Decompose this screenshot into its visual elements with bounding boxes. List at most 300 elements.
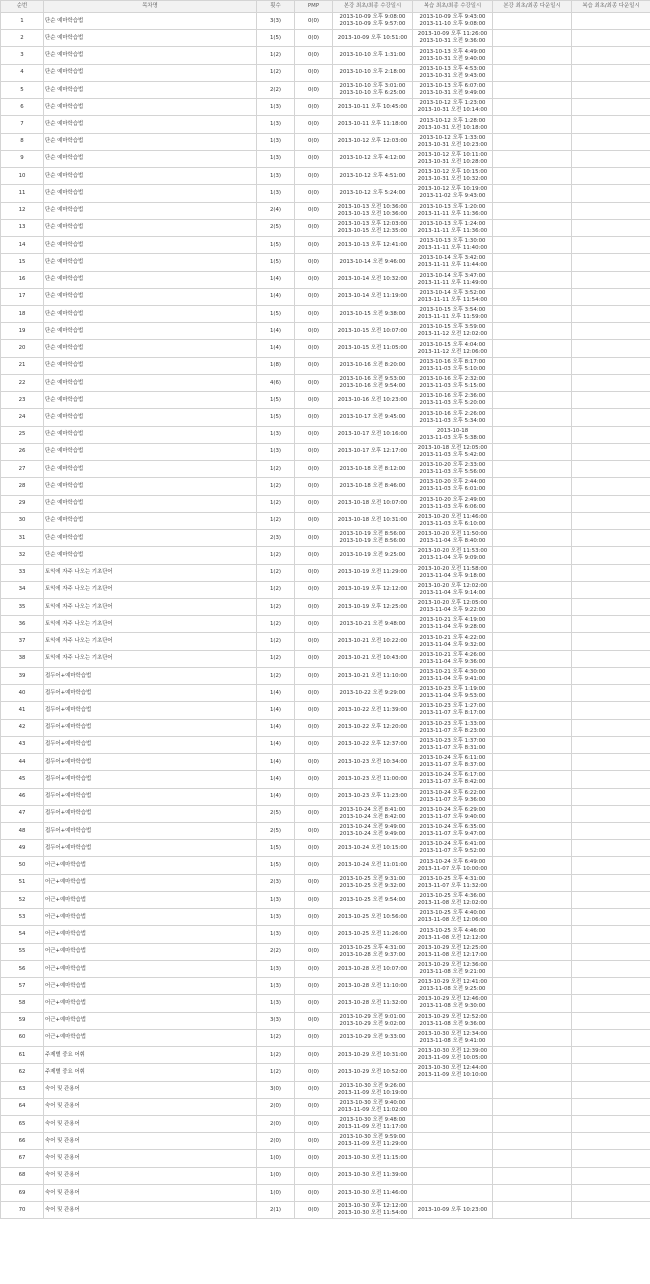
row-title: 단순 예마학습법 [44, 133, 257, 150]
table-row [1, 409, 650, 426]
row-count: 4(6) [257, 374, 295, 391]
table-row [1, 495, 650, 512]
row-title: 토익에 자주 나오는 기초단어 [44, 598, 257, 615]
row-lecture-download [493, 633, 572, 650]
row-title: 단순 예마학습법 [44, 81, 257, 98]
table-row [1, 598, 650, 615]
table-row [1, 323, 650, 340]
datetime-line: 2013-10-16 오전 8:20:00 [339, 362, 406, 369]
row-lecture-download [493, 978, 572, 995]
row-review-download [572, 1012, 650, 1029]
row-pmp: 0(0) [295, 771, 333, 788]
row-lecture-view [333, 478, 413, 495]
row-pmp: 0(0) [295, 237, 333, 254]
row-review-view [413, 736, 493, 753]
row-count: 1(3) [257, 891, 295, 908]
row-lecture-view [333, 926, 413, 943]
row-number: 17 [1, 288, 44, 305]
row-count: 1(3) [257, 995, 295, 1012]
datetime-line: 2013-10-16 오후 2:36:00 [419, 393, 486, 400]
datetime-line: 2013-10-20 오후 12:02:00 [417, 582, 488, 589]
datetime-line: 2013-11-07 오후 10:00:00 [417, 865, 488, 872]
datetime-line: 2013-10-30 오전 11:54:00 [337, 1210, 408, 1217]
datetime-line: 2013-10-30 오전 11:46:00 [337, 1189, 408, 1196]
table-row [1, 564, 650, 581]
row-review-download [572, 81, 650, 98]
datetime-line: 2013-11-08 오전 9:30:00 [419, 1003, 486, 1010]
row-lecture-view [333, 1081, 413, 1098]
row-number: 41 [1, 702, 44, 719]
datetime-line: 2013-11-04 오후 8:40:00 [419, 538, 486, 545]
row-review-view [413, 47, 493, 64]
row-title: 단순 예마학습법 [44, 288, 257, 305]
row-number: 44 [1, 754, 44, 771]
datetime-line: 2013-11-09 오전 11:29:00 [337, 1141, 408, 1148]
row-number: 12 [1, 202, 44, 219]
row-review-view [413, 1081, 493, 1098]
datetime-line: 2013-10-21 오전 10:43:00 [337, 655, 408, 662]
row-review-download [572, 685, 650, 702]
row-lecture-download [493, 30, 572, 47]
row-review-download [572, 978, 650, 995]
row-count: 1(4) [257, 719, 295, 736]
row-count: 2(2) [257, 943, 295, 960]
row-count: 1(2) [257, 64, 295, 81]
row-review-download [572, 1184, 650, 1201]
row-pmp: 0(0) [295, 667, 333, 684]
row-number: 66 [1, 1133, 44, 1150]
row-pmp: 0(0) [295, 840, 333, 857]
row-number: 18 [1, 305, 44, 322]
row-count: 1(2) [257, 47, 295, 64]
datetime-line: 2013-11-12 오전 12:06:00 [417, 348, 488, 355]
row-count: 1(2) [257, 461, 295, 478]
row-review-view [413, 392, 493, 409]
header-count: 횟수 [257, 1, 295, 13]
row-lecture-download [493, 426, 572, 443]
row-number: 49 [1, 840, 44, 857]
datetime-line: 2013-11-08 오전 12:12:00 [417, 934, 488, 941]
table-row [1, 823, 650, 840]
row-count: 1(2) [257, 616, 295, 633]
datetime-line: 2013-10-21 오후 4:22:00 [419, 634, 486, 641]
row-review-view [413, 426, 493, 443]
row-number: 67 [1, 1150, 44, 1167]
row-lecture-download [493, 650, 572, 667]
row-review-download [572, 960, 650, 977]
row-pmp: 0(0) [295, 64, 333, 81]
row-title: 단순 예마학습법 [44, 271, 257, 288]
row-review-view [413, 909, 493, 926]
table-row [1, 633, 650, 650]
row-title: 토익에 자주 나오는 기초단어 [44, 581, 257, 598]
datetime-line: 2013-10-29 오전 12:46:00 [417, 996, 488, 1003]
row-review-view [413, 1167, 493, 1184]
row-title: 접두어+예마학습법 [44, 771, 257, 788]
row-lecture-download [493, 478, 572, 495]
row-pmp: 0(0) [295, 168, 333, 185]
row-lecture-view [333, 374, 413, 391]
row-count: 1(0) [257, 1167, 295, 1184]
row-lecture-download [493, 374, 572, 391]
table-row [1, 581, 650, 598]
row-lecture-view [333, 1150, 413, 1167]
row-review-download [572, 943, 650, 960]
datetime-line: 2013-10-24 오전 9:49:00 [339, 824, 406, 831]
row-title: 단순 예마학습법 [44, 168, 257, 185]
datetime-line: 2013-10-18 오전 12:05:00 [417, 444, 488, 451]
datetime-line: 2013-10-29 오전 10:31:00 [337, 1051, 408, 1058]
row-count: 1(2) [257, 478, 295, 495]
row-review-download [572, 1133, 650, 1150]
row-title: 단순 예마학습법 [44, 495, 257, 512]
datetime-line: 2013-10-23 오후 1:27:00 [419, 703, 486, 710]
table-row [1, 926, 650, 943]
row-number: 11 [1, 185, 44, 202]
row-review-download [572, 288, 650, 305]
row-review-download [572, 702, 650, 719]
row-review-view [413, 1029, 493, 1046]
row-count: 1(4) [257, 340, 295, 357]
row-lecture-download [493, 13, 572, 30]
datetime-line: 2013-10-25 오전 11:26:00 [337, 931, 408, 938]
row-count: 1(5) [257, 409, 295, 426]
datetime-line: 2013-10-25 오후 4:46:00 [419, 927, 486, 934]
row-count: 2(2) [257, 81, 295, 98]
row-review-view [413, 995, 493, 1012]
row-review-download [572, 219, 650, 236]
datetime-line: 2013-10-22 오전 11:39:00 [337, 706, 408, 713]
row-number: 47 [1, 805, 44, 822]
row-title: 단순 예마학습법 [44, 116, 257, 133]
row-review-download [572, 409, 650, 426]
row-number: 14 [1, 237, 44, 254]
row-review-download [572, 340, 650, 357]
row-review-view [413, 1116, 493, 1133]
row-number: 21 [1, 357, 44, 374]
datetime-line: 2013-10-24 오전 9:49:00 [339, 831, 406, 838]
row-title: 어근+예마학습법 [44, 1029, 257, 1046]
datetime-line: 2013-10-21 오전 9:48:00 [339, 620, 406, 627]
datetime-line: 2013-10-31 오전 10:18:00 [417, 124, 488, 131]
datetime-line: 2013-10-12 오후 10:19:00 [417, 186, 488, 193]
header-pmp: PMP [295, 1, 333, 13]
row-number: 59 [1, 1012, 44, 1029]
table-row [1, 150, 650, 167]
table-row [1, 960, 650, 977]
row-count: 1(2) [257, 547, 295, 564]
row-lecture-download [493, 512, 572, 529]
row-number: 36 [1, 616, 44, 633]
row-lecture-download [493, 943, 572, 960]
row-count: 1(2) [257, 633, 295, 650]
row-review-download [572, 598, 650, 615]
row-number: 46 [1, 788, 44, 805]
row-lecture-view [333, 857, 413, 874]
datetime-line: 2013-10-09 오후 10:51:00 [337, 34, 408, 41]
row-title: 단순 예마학습법 [44, 185, 257, 202]
row-lecture-view [333, 13, 413, 30]
row-pmp: 0(0) [295, 1064, 333, 1081]
datetime-line: 2013-10-09 오후 9:43:00 [419, 14, 486, 21]
row-review-view [413, 443, 493, 460]
datetime-line: 2013-10-13 오후 4:49:00 [419, 48, 486, 55]
row-lecture-view [333, 288, 413, 305]
row-title: 단순 예마학습법 [44, 305, 257, 322]
row-title: 단순 예마학습법 [44, 443, 257, 460]
datetime-line: 2013-10-19 오전 9:25:00 [339, 551, 406, 558]
datetime-line: 2013-10-15 오후 4:04:00 [419, 341, 486, 348]
row-pmp: 0(0) [295, 909, 333, 926]
datetime-line: 2013-10-20 오후 12:05:00 [417, 600, 488, 607]
row-count: 1(5) [257, 392, 295, 409]
row-count: 1(5) [257, 237, 295, 254]
row-review-download [572, 374, 650, 391]
datetime-line: 2013-10-15 오후 3:59:00 [419, 324, 486, 331]
row-count: 3(0) [257, 1081, 295, 1098]
row-lecture-view [333, 461, 413, 478]
row-review-download [572, 788, 650, 805]
row-lecture-view [333, 943, 413, 960]
row-lecture-view [333, 719, 413, 736]
table-row [1, 357, 650, 374]
row-lecture-view [333, 202, 413, 219]
datetime-line: 2013-10-23 오후 1:19:00 [419, 686, 486, 693]
datetime-line: 2013-11-04 오후 9:41:00 [419, 676, 486, 683]
datetime-line: 2013-10-31 오전 9:43:00 [419, 72, 486, 79]
datetime-line: 2013-10-13 오전 10:36:00 [337, 203, 408, 210]
datetime-line: 2013-10-30 오전 11:39:00 [337, 1172, 408, 1179]
row-lecture-download [493, 271, 572, 288]
table-row [1, 426, 650, 443]
datetime-line: 2013-10-16 오후 8:17:00 [419, 358, 486, 365]
datetime-line: 2013-10-09 오후 11:26:00 [417, 31, 488, 38]
datetime-line: 2013-10-30 오전 12:34:00 [417, 1030, 488, 1037]
datetime-line: 2013-10-09 오후 9:08:00 [339, 14, 406, 21]
datetime-line: 2013-11-08 오전 12:02:00 [417, 900, 488, 907]
row-title: 숙어 및 관용어 [44, 1133, 257, 1150]
datetime-line: 2013-11-04 오후 9:53:00 [419, 693, 486, 700]
row-count: 2(1) [257, 1202, 295, 1219]
row-title: 어근+예마학습법 [44, 960, 257, 977]
row-lecture-download [493, 323, 572, 340]
datetime-line: 2013-11-07 오후 8:31:00 [419, 744, 486, 751]
row-pmp: 0(0) [295, 219, 333, 236]
datetime-line: 2013-10-19 오전 8:56:00 [339, 531, 406, 538]
row-review-download [572, 1167, 650, 1184]
row-lecture-view [333, 1133, 413, 1150]
row-title: 단순 예마학습법 [44, 530, 257, 547]
row-pmp: 0(0) [295, 736, 333, 753]
datetime-line: 2013-10-31 오전 10:23:00 [417, 141, 488, 148]
row-lecture-download [493, 840, 572, 857]
row-lecture-download [493, 99, 572, 116]
row-review-view [413, 840, 493, 857]
row-pmp: 0(0) [295, 685, 333, 702]
row-lecture-download [493, 1133, 572, 1150]
datetime-line: 2013-10-13 오후 4:53:00 [419, 65, 486, 72]
row-pmp: 0(0) [295, 116, 333, 133]
datetime-line: 2013-10-28 오전 10:07:00 [337, 965, 408, 972]
datetime-line: 2013-11-11 오후 11:49:00 [417, 279, 488, 286]
datetime-line: 2013-10-30 오후 12:12:00 [337, 1203, 408, 1210]
row-number: 48 [1, 823, 44, 840]
row-review-download [572, 426, 650, 443]
datetime-line: 2013-10-24 오후 6:11:00 [419, 755, 486, 762]
row-number: 55 [1, 943, 44, 960]
datetime-line: 2013-10-15 오전 12:35:00 [337, 227, 408, 234]
row-lecture-view [333, 1047, 413, 1064]
datetime-line: 2013-10-11 오후 10:45:00 [337, 103, 408, 110]
row-review-download [572, 805, 650, 822]
datetime-line: 2013-11-07 오후 8:23:00 [419, 727, 486, 734]
datetime-line: 2013-11-08 오전 9:21:00 [419, 969, 486, 975]
row-review-view [413, 478, 493, 495]
row-lecture-download [493, 392, 572, 409]
table-row [1, 99, 650, 116]
datetime-line: 2013-10-15 오전 10:07:00 [337, 327, 408, 334]
row-review-view [413, 754, 493, 771]
row-number: 32 [1, 547, 44, 564]
header-review-download: 복습 최초/최종 다운일시 [572, 1, 650, 13]
row-lecture-view [333, 47, 413, 64]
datetime-line: 2013-10-14 오후 3:52:00 [419, 289, 486, 296]
row-lecture-download [493, 1202, 572, 1219]
row-count: 1(5) [257, 254, 295, 271]
row-lecture-view [333, 1064, 413, 1081]
datetime-line: 2013-10-17 오전 10:16:00 [337, 431, 408, 438]
datetime-line: 2013-10-12 오후 4:12:00 [339, 155, 406, 162]
row-title: 접두어+예마학습법 [44, 805, 257, 822]
row-lecture-download [493, 168, 572, 185]
row-review-download [572, 1064, 650, 1081]
row-count: 1(3) [257, 185, 295, 202]
row-review-download [572, 271, 650, 288]
datetime-line: 2013-11-09 오전 10:19:00 [337, 1089, 408, 1096]
datetime-line: 2013-10-25 오전 9:32:00 [339, 882, 406, 889]
row-pmp: 0(0) [295, 943, 333, 960]
datetime-line: 2013-10-24 오전 8:41:00 [339, 806, 406, 813]
row-lecture-view [333, 1029, 413, 1046]
row-pmp: 0(0) [295, 995, 333, 1012]
table-row [1, 1098, 650, 1115]
row-pmp: 0(0) [295, 564, 333, 581]
row-title: 접두어+예마학습법 [44, 736, 257, 753]
table-row [1, 857, 650, 874]
table-row [1, 1081, 650, 1098]
row-title: 단순 예마학습법 [44, 478, 257, 495]
datetime-line: 2013-10-11 오후 11:18:00 [337, 121, 408, 128]
row-title: 단순 예마학습법 [44, 47, 257, 64]
row-pmp: 0(0) [295, 1184, 333, 1201]
row-lecture-view [333, 237, 413, 254]
datetime-line: 2013-10-25 오전 10:56:00 [337, 913, 408, 920]
row-lecture-view [333, 323, 413, 340]
row-review-view [413, 616, 493, 633]
row-review-download [572, 133, 650, 150]
row-lecture-view [333, 788, 413, 805]
row-lecture-download [493, 805, 572, 822]
row-lecture-view [333, 340, 413, 357]
row-lecture-view [333, 616, 413, 633]
row-number: 30 [1, 512, 44, 529]
datetime-line: 2013-10-29 오전 12:36:00 [417, 962, 488, 968]
datetime-line: 2013-11-11 오후 11:36:00 [417, 227, 488, 234]
row-count: 1(4) [257, 685, 295, 702]
row-count: 3(3) [257, 1012, 295, 1029]
row-review-view [413, 926, 493, 943]
row-review-download [572, 461, 650, 478]
row-number: 28 [1, 478, 44, 495]
row-lecture-view [333, 64, 413, 81]
datetime-line: 2013-10-16 오후 2:26:00 [419, 410, 486, 417]
datetime-line: 2013-11-02 오후 9:43:00 [419, 193, 486, 200]
row-count: 1(4) [257, 754, 295, 771]
row-review-view [413, 667, 493, 684]
row-lecture-download [493, 891, 572, 908]
row-title: 숙어 및 관용어 [44, 1098, 257, 1115]
row-lecture-view [333, 271, 413, 288]
table-row [1, 1133, 650, 1150]
datetime-line: 2013-11-11 오후 11:44:00 [417, 262, 488, 269]
datetime-line: 2013-10-20 오전 11:50:00 [417, 531, 488, 538]
row-pmp: 0(0) [295, 478, 333, 495]
row-title: 단순 예마학습법 [44, 374, 257, 391]
datetime-line: 2013-10-30 오전 12:44:00 [417, 1065, 488, 1072]
datetime-line: 2013-10-31 오전 9:40:00 [419, 55, 486, 62]
row-lecture-download [493, 254, 572, 271]
row-number: 15 [1, 254, 44, 271]
row-review-download [572, 13, 650, 30]
row-lecture-download [493, 547, 572, 564]
row-review-view [413, 323, 493, 340]
table-row [1, 1167, 650, 1184]
table-row [1, 1150, 650, 1167]
datetime-line: 2013-10-29 오전 12:25:00 [417, 944, 488, 951]
row-number: 51 [1, 874, 44, 891]
row-pmp: 0(0) [295, 754, 333, 771]
row-count: 1(2) [257, 495, 295, 512]
row-number: 23 [1, 392, 44, 409]
datetime-line: 2013-10-12 오후 10:11:00 [417, 151, 488, 158]
datetime-line: 2013-10-20 오전 11:46:00 [417, 513, 488, 520]
datetime-line: 2013-11-04 오후 9:22:00 [419, 607, 486, 614]
row-lecture-download [493, 409, 572, 426]
datetime-line: 2013-10-20 오전 11:53:00 [417, 548, 488, 555]
row-count: 1(8) [257, 357, 295, 374]
header-title: 목차명 [44, 1, 257, 13]
row-review-view [413, 185, 493, 202]
row-number: 43 [1, 736, 44, 753]
row-lecture-view [333, 754, 413, 771]
row-title: 토익에 자주 나오는 기초단어 [44, 633, 257, 650]
datetime-line: 2013-10-17 오후 12:17:00 [337, 448, 408, 455]
table-row [1, 340, 650, 357]
row-pmp: 0(0) [295, 1029, 333, 1046]
datetime-line: 2013-10-28 오전 9:37:00 [339, 951, 406, 958]
row-lecture-view [333, 409, 413, 426]
datetime-line: 2013-11-07 오후 11:32:00 [417, 882, 488, 889]
row-review-view [413, 702, 493, 719]
datetime-line: 2013-10-30 오전 12:39:00 [417, 1048, 488, 1055]
row-lecture-download [493, 81, 572, 98]
row-review-download [572, 357, 650, 374]
row-pmp: 0(0) [295, 598, 333, 615]
row-lecture-download [493, 788, 572, 805]
table-row [1, 547, 650, 564]
datetime-line: 2013-10-21 오후 4:30:00 [419, 669, 486, 676]
row-number: 19 [1, 323, 44, 340]
